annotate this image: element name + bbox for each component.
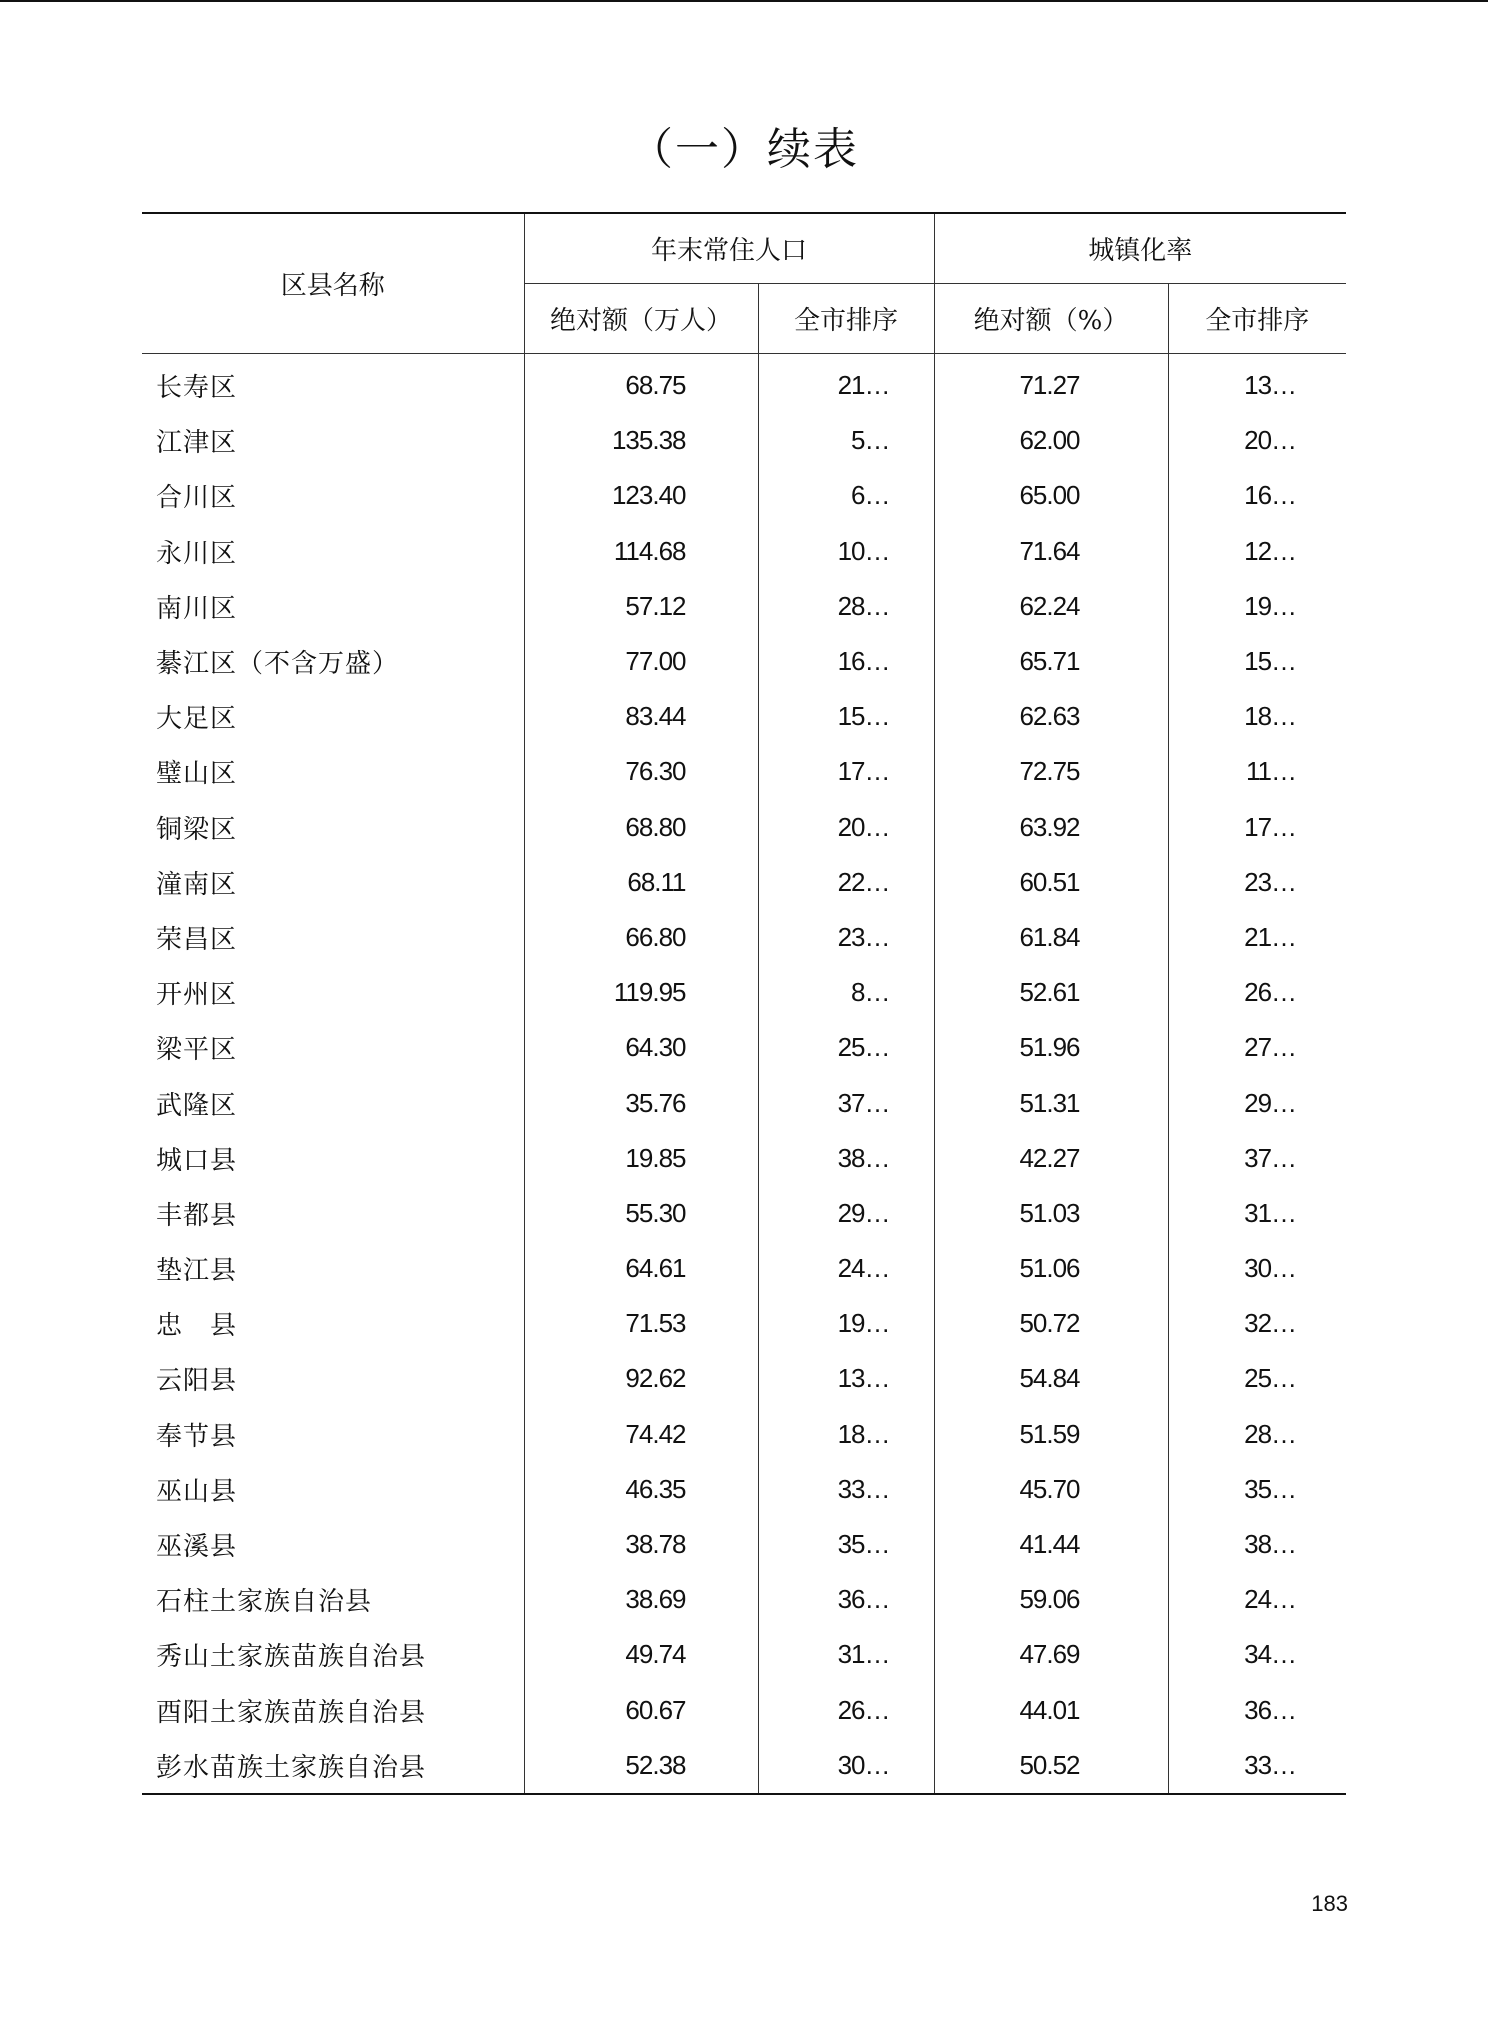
urbanization-rank-cell: 18…	[1168, 689, 1346, 744]
page-title: （一）续表	[629, 124, 859, 175]
urbanization-rank-cell: 34…	[1168, 1627, 1346, 1682]
urbanization-value-cell: 60.51	[934, 855, 1168, 910]
urbanization-value-cell: 51.06	[934, 1241, 1168, 1296]
urbanization-value-cell: 42.27	[934, 1131, 1168, 1186]
population-value-cell: 68.11	[524, 855, 758, 910]
population-rank-cell: 33…	[758, 1462, 934, 1517]
table-row	[142, 855, 1346, 910]
urbanization-rank-cell: 35…	[1168, 1462, 1346, 1517]
table-header	[142, 213, 1346, 354]
urbanization-value-cell: 51.59	[934, 1407, 1168, 1462]
population-value-cell: 68.75	[524, 354, 758, 414]
table-row	[142, 689, 1346, 744]
urbanization-value-cell: 62.24	[934, 579, 1168, 634]
population-rank-cell: 25…	[758, 1020, 934, 1075]
statistics-table	[142, 212, 1346, 1795]
district-name-cell: 忠 县	[156, 1311, 238, 1342]
header-population-rank: 全市排序	[758, 284, 934, 354]
header-urbanization-rank: 全市排序	[1168, 284, 1346, 354]
urbanization-value-cell: 52.61	[934, 965, 1168, 1020]
district-name-cell: 江津区	[156, 428, 238, 459]
table-row	[142, 1186, 1346, 1241]
page-number: 183	[1311, 1891, 1348, 1916]
population-value-cell: 83.44	[524, 689, 758, 744]
urbanization-rank-cell: 20…	[1168, 413, 1346, 468]
table-row	[142, 1351, 1346, 1406]
population-value-cell: 64.61	[524, 1241, 758, 1296]
urbanization-value-cell: 71.27	[934, 354, 1168, 414]
population-rank-cell: 13…	[758, 1351, 934, 1406]
population-rank-cell: 16…	[758, 634, 934, 689]
population-value-cell: 119.95	[524, 965, 758, 1020]
urbanization-rank-cell: 17…	[1168, 800, 1346, 855]
district-name-cell: 奉节县	[156, 1421, 238, 1452]
district-name-cell: 云阳县	[156, 1366, 238, 1397]
table-row	[142, 1131, 1346, 1186]
urbanization-value-cell: 44.01	[934, 1683, 1168, 1738]
population-value-cell: 19.85	[524, 1131, 758, 1186]
header-urbanization-absolute: 绝对额（%）	[934, 284, 1168, 354]
table-body	[142, 354, 1346, 1794]
table-row	[142, 579, 1346, 634]
urbanization-rank-cell: 13…	[1168, 354, 1346, 414]
table-row	[142, 1572, 1346, 1627]
table-row	[142, 413, 1346, 468]
district-name-cell: 荣昌区	[156, 924, 238, 955]
district-name-cell: 丰都县	[156, 1200, 238, 1231]
urbanization-value-cell: 54.84	[934, 1351, 1168, 1406]
urbanization-rank-cell: 12…	[1168, 524, 1346, 579]
district-name-cell: 开州区	[156, 980, 238, 1011]
population-rank-cell: 28…	[758, 579, 934, 634]
population-value-cell: 64.30	[524, 1020, 758, 1075]
urbanization-rank-cell: 36…	[1168, 1683, 1346, 1738]
urbanization-rank-cell: 21…	[1168, 910, 1346, 965]
urbanization-value-cell: 62.63	[934, 689, 1168, 744]
urbanization-rank-cell: 32…	[1168, 1296, 1346, 1351]
district-name-cell: 酉阳土家族苗族自治县	[156, 1697, 427, 1728]
urbanization-rank-cell: 16…	[1168, 468, 1346, 523]
urbanization-value-cell: 50.72	[934, 1296, 1168, 1351]
urbanization-value-cell: 47.69	[934, 1627, 1168, 1682]
population-rank-cell: 37…	[758, 1075, 934, 1130]
urbanization-rank-cell: 37…	[1168, 1131, 1346, 1186]
urbanization-rank-cell: 19…	[1168, 579, 1346, 634]
urbanization-value-cell: 65.00	[934, 468, 1168, 523]
top-border-line	[0, 0, 1488, 2]
header-urbanization-group: 城镇化率	[934, 213, 1346, 284]
population-rank-cell: 38…	[758, 1131, 934, 1186]
table-row	[142, 744, 1346, 799]
urbanization-value-cell: 63.92	[934, 800, 1168, 855]
population-rank-cell: 35…	[758, 1517, 934, 1572]
district-name-cell: 城口县	[156, 1145, 238, 1176]
population-rank-cell: 17…	[758, 744, 934, 799]
urbanization-rank-cell: 33…	[1168, 1738, 1346, 1794]
population-value-cell: 76.30	[524, 744, 758, 799]
urbanization-value-cell: 45.70	[934, 1462, 1168, 1517]
district-name-cell: 长寿区	[156, 373, 238, 404]
district-name-cell: 石柱土家族自治县	[156, 1587, 373, 1618]
population-rank-cell: 23…	[758, 910, 934, 965]
population-rank-cell: 6…	[758, 468, 934, 523]
population-rank-cell: 18…	[758, 1407, 934, 1462]
table-row	[142, 1075, 1346, 1130]
urbanization-value-cell: 51.31	[934, 1075, 1168, 1130]
population-rank-cell: 29…	[758, 1186, 934, 1241]
urbanization-value-cell: 51.96	[934, 1020, 1168, 1075]
urbanization-rank-cell: 30…	[1168, 1241, 1346, 1296]
population-rank-cell: 26…	[758, 1683, 934, 1738]
urbanization-rank-cell: 11…	[1168, 744, 1346, 799]
urbanization-value-cell: 62.00	[934, 413, 1168, 468]
population-value-cell: 60.67	[524, 1683, 758, 1738]
population-value-cell: 68.80	[524, 800, 758, 855]
header-population-group: 年末常住人口	[524, 213, 934, 284]
table-row	[142, 634, 1346, 689]
population-rank-cell: 8…	[758, 965, 934, 1020]
district-name-cell: 巫山县	[156, 1476, 238, 1507]
urbanization-rank-cell: 28…	[1168, 1407, 1346, 1462]
population-value-cell: 114.68	[524, 524, 758, 579]
urbanization-value-cell: 59.06	[934, 1572, 1168, 1627]
district-name-cell: 武隆区	[156, 1090, 238, 1121]
table-row	[142, 1462, 1346, 1517]
district-name-cell: 合川区	[156, 483, 238, 514]
urbanization-rank-cell: 29…	[1168, 1075, 1346, 1130]
population-value-cell: 57.12	[524, 579, 758, 634]
urbanization-rank-cell: 24…	[1168, 1572, 1346, 1627]
table-row	[142, 910, 1346, 965]
population-value-cell: 135.38	[524, 413, 758, 468]
header-population-absolute: 绝对额（万人）	[524, 284, 758, 354]
population-rank-cell: 30…	[758, 1738, 934, 1794]
district-name-cell: 潼南区	[156, 869, 238, 900]
urbanization-rank-cell: 26…	[1168, 965, 1346, 1020]
urbanization-rank-cell: 31…	[1168, 1186, 1346, 1241]
urbanization-rank-cell: 27…	[1168, 1020, 1346, 1075]
population-rank-cell: 31…	[758, 1627, 934, 1682]
urbanization-value-cell: 51.03	[934, 1186, 1168, 1241]
table-row	[142, 1683, 1346, 1738]
urbanization-value-cell: 61.84	[934, 910, 1168, 965]
population-value-cell: 66.80	[524, 910, 758, 965]
population-value-cell: 74.42	[524, 1407, 758, 1462]
population-value-cell: 55.30	[524, 1186, 758, 1241]
table-row	[142, 1627, 1346, 1682]
urbanization-value-cell: 41.44	[934, 1517, 1168, 1572]
urbanization-value-cell: 71.64	[934, 524, 1168, 579]
table-row	[142, 965, 1346, 1020]
table-row	[142, 1020, 1346, 1075]
table-row	[142, 354, 1346, 414]
district-name-cell: 秀山土家族苗族自治县	[156, 1642, 427, 1673]
population-rank-cell: 24…	[758, 1241, 934, 1296]
district-name-cell: 巫溪县	[156, 1532, 238, 1563]
population-value-cell: 35.76	[524, 1075, 758, 1130]
urbanization-value-cell: 50.52	[934, 1738, 1168, 1794]
table-row	[142, 1517, 1346, 1572]
table-row	[142, 1296, 1346, 1351]
table-row	[142, 1241, 1346, 1296]
population-rank-cell: 20…	[758, 800, 934, 855]
population-value-cell: 77.00	[524, 634, 758, 689]
population-rank-cell: 36…	[758, 1572, 934, 1627]
urbanization-value-cell: 65.71	[934, 634, 1168, 689]
table-row	[142, 524, 1346, 579]
table-row	[142, 800, 1346, 855]
population-rank-cell: 19…	[758, 1296, 934, 1351]
district-name-cell: 彭水苗族土家族自治县	[142, 1738, 524, 1794]
population-value-cell: 71.53	[524, 1296, 758, 1351]
district-name-cell: 铜梁区	[156, 814, 238, 845]
population-rank-cell: 5…	[758, 413, 934, 468]
population-value-cell: 52.38	[524, 1738, 758, 1794]
population-value-cell: 92.62	[524, 1351, 758, 1406]
population-value-cell: 123.40	[524, 468, 758, 523]
district-name-cell: 垫江县	[156, 1256, 238, 1287]
urbanization-rank-cell: 23…	[1168, 855, 1346, 910]
population-rank-cell: 22…	[758, 855, 934, 910]
district-name-cell: 璧山区	[156, 759, 238, 790]
urbanization-rank-cell: 38…	[1168, 1517, 1346, 1572]
district-name-cell: 綦江区（不含万盛）	[156, 649, 400, 680]
district-name-cell: 大足区	[156, 704, 238, 735]
urbanization-value-cell: 72.75	[934, 744, 1168, 799]
district-name-cell: 梁平区	[156, 1035, 238, 1066]
population-value-cell: 49.74	[524, 1627, 758, 1682]
population-value-cell: 38.78	[524, 1517, 758, 1572]
population-rank-cell: 15…	[758, 689, 934, 744]
table-row	[142, 468, 1346, 523]
header-district-name: 区县名称	[142, 213, 524, 354]
table-row	[142, 1738, 1346, 1794]
population-value-cell: 38.69	[524, 1572, 758, 1627]
district-name-cell: 南川区	[156, 593, 238, 624]
urbanization-rank-cell: 15…	[1168, 634, 1346, 689]
population-rank-cell: 10…	[758, 524, 934, 579]
population-rank-cell: 21…	[758, 354, 934, 414]
population-value-cell: 46.35	[524, 1462, 758, 1517]
table-row	[142, 1407, 1346, 1462]
district-name-cell: 永川区	[156, 538, 238, 569]
urbanization-rank-cell: 25…	[1168, 1351, 1346, 1406]
